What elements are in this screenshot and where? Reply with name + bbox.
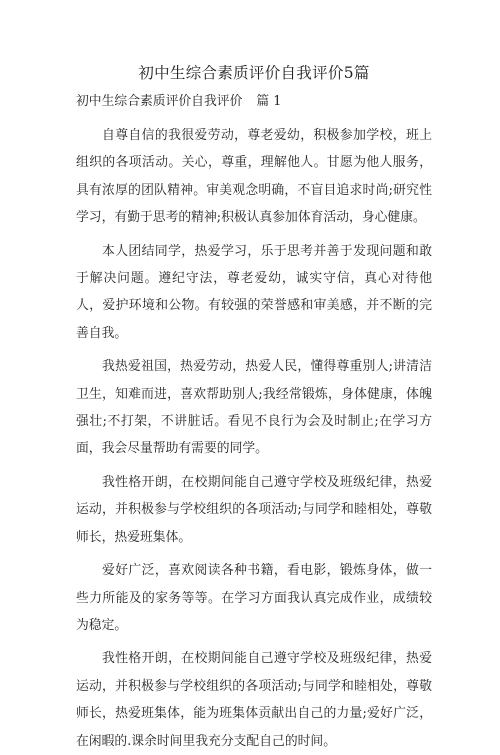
document-subtitle xyxy=(76,92,432,112)
paragraph-6: 我性格开朗，在校期间能自己遵守学校及班级纪律，热爱运动，并积极参与学校组织的各项活动;与同学和睦相处，尊敬师长，热爱班集体，能为班集体贡献出自己的力量;爱好广泛，在闲暇的.课余时间里我充分支配自己的时间。 xyxy=(76,651,432,749)
paragraph-1: 自尊自信的我很爱劳动，尊老爱幼，积极参加学校，班上组织的各项活动。关心，尊重，理解他人。甘愿为他人服务，具有浓厚的团队精神。审美观念明确，不盲目追求时尚;研究性学习，有勤于思考的精神;积极认真参加体育活动，身心健康。 xyxy=(76,128,432,226)
subtitle-text: 初中生综合素质评价自我评价 xyxy=(76,94,243,109)
document-title: 初中生综合素质评价自我评价5篇 xyxy=(138,64,370,82)
paragraph-4: 我性格开朗，在校期间能自己遵守学校及班级纪律，热爱运动，并积极参与学校组织的各项活动;与同学和睦相处，尊敬师长，热爱班集体。 xyxy=(76,474,432,545)
paragraph-3: 我热爱祖国，热爱劳动，热爱人民，懂得尊重别人;讲清洁卫生，知难而进，喜欢帮助别人;我经常锻炼，身体健康，体魄强壮;不打架，不讲脏话。看见不良行为会及时制止;在学习方面，我会尽量帮助有需要的同学。 xyxy=(76,359,432,457)
paragraph-5: 爱好广泛，喜欢阅读各种书籍，看电影，锻炼身体，做一些力所能及的家务等等。在学习方面我认真完成作业，成绩较为稳定。 xyxy=(76,563,432,633)
paragraph-2: 本人团结同学，热爱学习，乐于思考并善于发现问题和敢于解决问题。遵纪守法，尊老爱幼，诚实守信，真心对待他人，爱护环境和公物。有较强的荣誉感和审美感，并不断的完善自我。 xyxy=(76,243,432,341)
part-label: 篇 1 xyxy=(256,94,282,109)
